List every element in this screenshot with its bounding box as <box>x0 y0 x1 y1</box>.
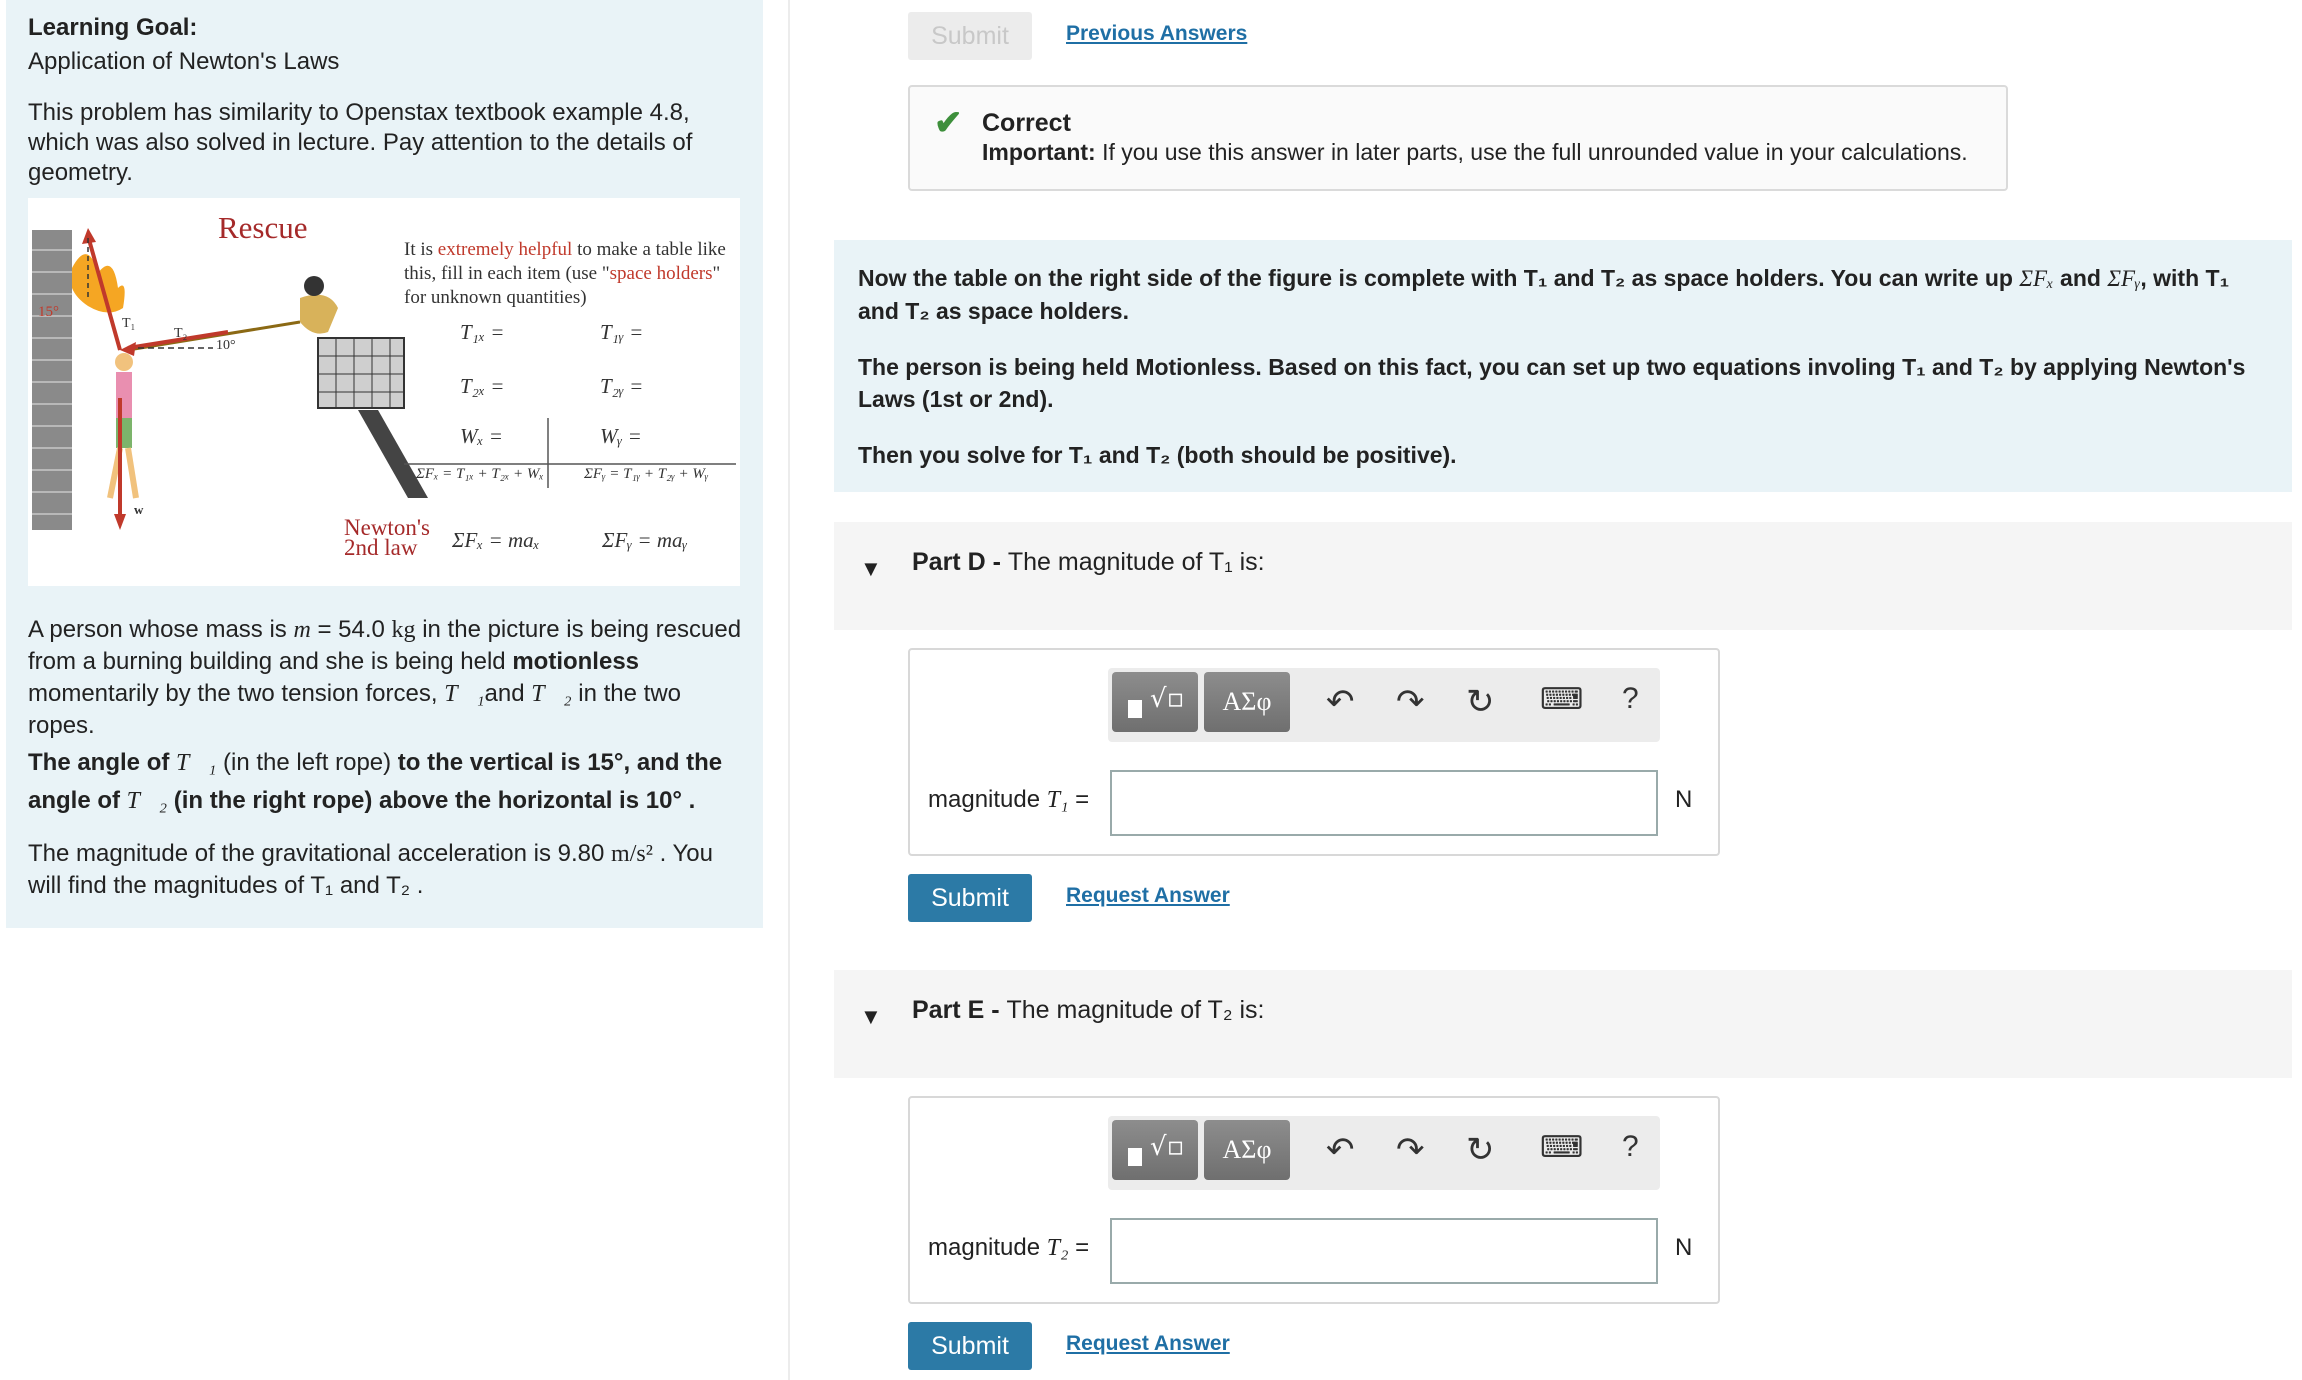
unit-label: N <box>1675 1234 1693 1261</box>
part-d-header[interactable] <box>834 522 2292 630</box>
learning-goal-description: This problem has similarity to Openstax textbook example 4.8, which was also solved in lecture. Pay attention to the details of geometry. <box>28 99 693 186</box>
part-e-request-answer-link[interactable]: Request Answer <box>1066 1332 1230 1355</box>
t1y-cell: T₁ᵧ = <box>600 320 644 344</box>
templates-icon[interactable]: √▫ <box>1112 672 1198 732</box>
wx-cell: Wₓ = <box>460 424 503 448</box>
keyboard-icon[interactable]: ⌨ <box>1540 1131 1584 1164</box>
math-toolbar <box>1108 668 1660 742</box>
templates-icon[interactable]: √▫ <box>1112 1120 1198 1180</box>
math-toolbar <box>1108 1116 1660 1190</box>
reset-icon[interactable]: ↻ <box>1466 683 1495 721</box>
eq-y: ΣFᵧ = maᵧ <box>602 528 688 552</box>
instructions-p3: Then you solve for T₁ and T₂ (both should be positive). <box>858 442 1457 468</box>
t1-label: T₁ <box>122 316 136 331</box>
problem-paragraph-1: A person whose mass is m = 54.0 kg in the picture is being rescued from a burning building and she is being held motionless momentarily by the two tension forces, T⃗₁and T⃗₂ in the two ropes. <box>28 616 742 739</box>
collapse-triangle-icon[interactable]: ▼ <box>860 556 882 581</box>
part-d-title: Part D - The magnitude of T₁ is: <box>912 548 1265 576</box>
column-divider <box>788 0 790 1380</box>
feedback-text: Important: If you use this answer in later parts, use the full unrounded value in your calculations. <box>982 139 1968 165</box>
previous-answers-link[interactable]: Previous Answers <box>1066 22 1248 45</box>
answer-label: magnitude T₁ = <box>928 786 1090 813</box>
correct-feedback-box <box>908 85 2008 191</box>
angle-10-label: 10° <box>216 338 236 353</box>
greek-symbols-button[interactable]: ΑΣφ <box>1204 672 1290 732</box>
t1-answer-input[interactable] <box>1110 770 1658 836</box>
newton-2nd-law-label: Newton's 2nd law <box>344 515 430 560</box>
eq-x: ΣFₓ = maₓ <box>452 528 540 552</box>
ladder <box>358 410 428 498</box>
reset-icon[interactable]: ↻ <box>1466 1131 1495 1169</box>
feedback-title: Correct <box>982 109 1071 137</box>
greek-symbols-button[interactable]: ΑΣφ <box>1204 1120 1290 1180</box>
t2y-cell: T₂ᵧ = <box>600 374 644 398</box>
problem-paragraph-3: The magnitude of the gravitational acceleration is 9.80 m/s² . You will find the magnitudes of T₁ and T₂ . <box>28 840 713 899</box>
learning-goal-title: Learning Goal: <box>28 14 198 41</box>
redo-icon[interactable]: ↷ <box>1396 1131 1425 1169</box>
flame <box>72 254 125 312</box>
keyboard-icon[interactable]: ⌨ <box>1540 683 1584 716</box>
redo-icon[interactable]: ↷ <box>1396 683 1425 721</box>
person-head <box>115 353 133 371</box>
t2-answer-input[interactable] <box>1110 1218 1658 1284</box>
unit-label: N <box>1675 786 1693 813</box>
figure-title: Rescue <box>218 210 308 245</box>
part-e-answer-box <box>908 1096 1720 1304</box>
wy-cell: Wᵧ = <box>600 424 642 448</box>
help-button[interactable]: ? <box>1622 1130 1639 1163</box>
instructions-panel <box>834 240 2292 492</box>
t2-label: T₂ <box>174 326 188 341</box>
part-d-submit-button[interactable]: Submit <box>908 874 1032 922</box>
t1x-cell: T₁ₓ = <box>460 320 505 344</box>
collapse-triangle-icon[interactable]: ▼ <box>860 1004 882 1029</box>
t2x-cell: T₂ₓ = <box>460 374 505 398</box>
instructions-p2: The person is being held Motionless. Based on this fact, you can set up two equations involing T₁ and T₂ by applying Newton's Laws (1st or 2nd). <box>858 354 2246 412</box>
undo-icon[interactable]: ↶ <box>1326 1131 1355 1169</box>
rescue-figure <box>28 198 740 586</box>
answer-label: magnitude T₂ = <box>928 1234 1090 1261</box>
figure-note: It is extremely helpful to make a table like this, fill in each item (use "space holders" for unknown quantities) <box>404 239 726 308</box>
part-d-request-answer-link[interactable]: Request Answer <box>1066 884 1230 907</box>
checkmark-icon: ✔ <box>934 104 963 142</box>
part-e-submit-button[interactable]: Submit <box>908 1322 1032 1370</box>
part-d-answer-box <box>908 648 1720 856</box>
undo-icon[interactable]: ↶ <box>1326 683 1355 721</box>
brick-wall <box>32 230 72 530</box>
problem-paragraph-2: The angle of T⃗₁ (in the left rope) to the vertical is 15°, and the angle of T⃗₂ (in the right rope) above the horizontal is 10° . <box>28 749 723 814</box>
truck-block <box>318 338 404 408</box>
angle-15-label: 15° <box>38 304 59 320</box>
instructions-p1: Now the table on the right side of the figure is complete with T₁ and T₂ as space holders. You can write up ΣFₓ and ΣFᵧ, with T₁ and T₂ as space holders. <box>858 265 2230 324</box>
part-e-title: Part E - The magnitude of T₂ is: <box>912 996 1265 1024</box>
rescuer <box>300 295 338 334</box>
part-e-header[interactable] <box>834 970 2292 1078</box>
w-label: w <box>134 502 144 517</box>
sum-fx-cell: ΣFₓ = T₁ₓ + T₂ₓ + Wₓ <box>416 466 544 482</box>
learning-goal-subtitle: Application of Newton's Laws <box>28 48 340 75</box>
submit-button-disabled[interactable]: Submit <box>908 12 1032 60</box>
sum-fy-cell: ΣFᵧ = T₁ᵧ + T₂ᵧ + Wᵧ <box>584 466 709 482</box>
help-button[interactable]: ? <box>1622 682 1639 715</box>
